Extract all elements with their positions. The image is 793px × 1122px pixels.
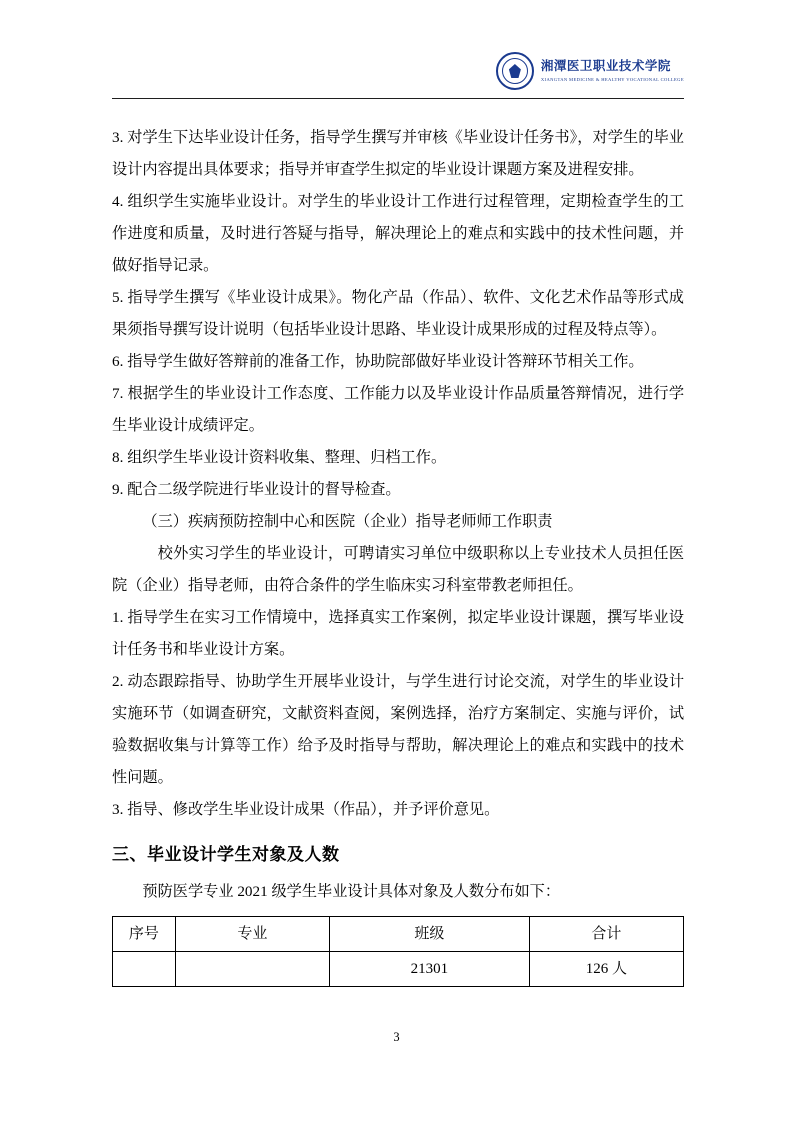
table-cell-seq: [113, 952, 176, 987]
subsection-item-3: 3. 指导、修改学生毕业设计成果（作品），并予评价意见。: [112, 801, 500, 818]
students-table: [112, 916, 684, 987]
table-header-row: [113, 917, 684, 952]
college-seal-icon: [496, 52, 534, 90]
table-intro: 预防医学专业 2021 级学生毕业设计具体对象及人数分布如下：: [142, 883, 561, 900]
paragraph-item-6: 6. 指导学生做好答辩前的准备工作，协助院部做好毕业设计答辩环节相关工作。: [112, 353, 644, 370]
paragraph-item-7: 7. 根据学生的毕业设计工作态度、工作能力以及毕业设计作品质量答辩情况，进行学生毕业设计成绩评定。: [112, 385, 684, 434]
page-number: 3: [393, 1030, 400, 1044]
page-header: [112, 52, 684, 108]
table-row: [113, 952, 684, 987]
table-cell-class: 21301: [329, 952, 529, 987]
paragraph-item-9: 9. 配合二级学院进行毕业设计的督导检查。: [112, 481, 401, 498]
page-content: [112, 52, 684, 987]
document-body: [112, 122, 684, 987]
college-logo-text: [541, 59, 684, 82]
college-name-en: XIANGTAN MEDICINE & HEALTHY VOCATIONAL COLLEGE: [540, 76, 684, 82]
college-name-cn: 湘潭医卫职业技术学院: [540, 59, 671, 74]
page-footer: [0, 1030, 793, 1045]
subsection-intro: 校外实习学生的毕业设计，可聘请实习单位中级职称以上专业技术人员担任医院（企业）指导老师，由符合条件的学生临床实习科室带教老师担任。: [112, 545, 684, 594]
paragraph-item-5: 5. 指导学生撰写《毕业设计成果》。物化产品（作品）、软件、文化艺术作品等形式成果须指导撰写设计说明（包括毕业设计思路、毕业设计成果形成的过程及特点等）。: [112, 289, 684, 338]
paragraph-item-3: 3. 对学生下达毕业设计任务，指导学生撰写并审核《毕业设计任务书》，对学生的毕业设计内容提出具体要求；指导并审查学生拟定的毕业设计课题方案及进程安排。: [112, 129, 684, 178]
table-cell-major: [175, 952, 329, 987]
subsection-item-2: 2. 动态跟踪指导、协助学生开展毕业设计，与学生进行讨论交流，对学生的毕业设计实施环节（如调查研究，文献资料查阅，案例选择，治疗方案制定、实施与评价，试验数据收集与计算等工作）给予及时指导与帮助，解决理论上的难点和实践中的技术性问题。: [112, 673, 684, 786]
subsection-item-1: 1. 指导学生在实习工作情境中，选择真实工作案例，拟定毕业设计课题，撰写毕业设计任务书和毕业设计方案。: [112, 609, 684, 658]
section-heading-three: 三、毕业设计学生对象及人数: [112, 845, 340, 865]
table-header-cell-seq: 序号: [113, 917, 176, 952]
paragraph-item-8: 8. 组织学生毕业设计资料收集、整理、归档工作。: [112, 449, 447, 466]
subsection-title: （三）疾病预防控制中心和医院（企业）指导老师师工作职责: [142, 513, 553, 530]
table-header-cell-class: 班级: [329, 917, 529, 952]
table-header-cell-total: 合计: [529, 917, 683, 952]
paragraph-item-4: 4. 组织学生实施毕业设计。对学生的毕业设计工作进行过程管理，定期检查学生的工作进度和质量，及时进行答疑与指导，解决理论上的难点和实践中的技术性问题，并做好指导记录。: [112, 193, 684, 274]
header-divider: [112, 98, 684, 99]
college-logo: [496, 52, 684, 90]
table-header-cell-major: 专业: [175, 917, 329, 952]
table-cell-total: 126 人: [529, 952, 683, 987]
